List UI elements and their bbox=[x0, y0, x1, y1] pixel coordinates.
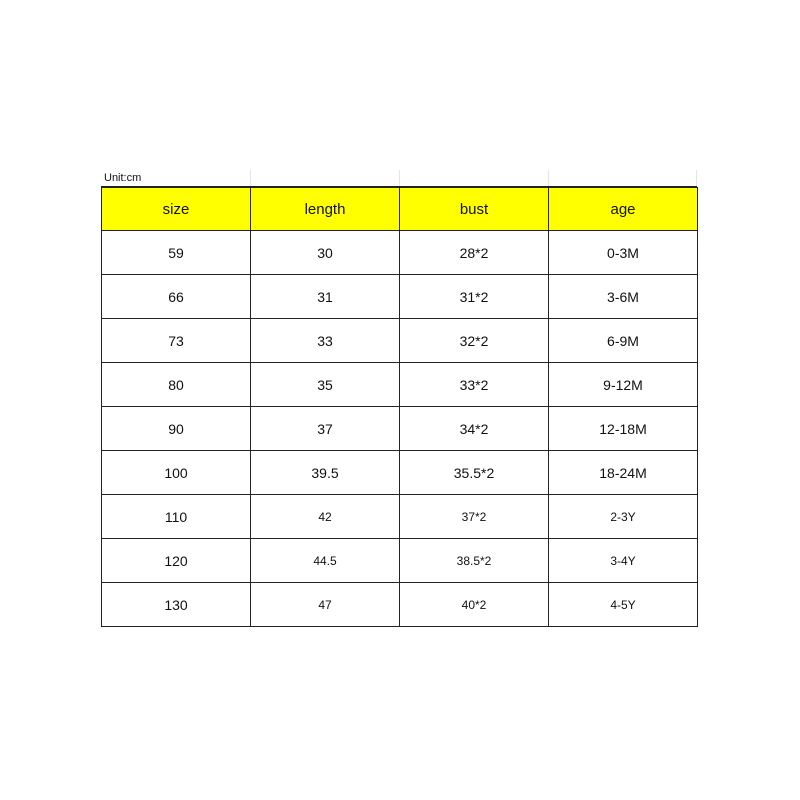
cell-size: 100 bbox=[102, 451, 251, 495]
header-cell-length: length bbox=[251, 188, 400, 231]
cell-bust: 31*2 bbox=[400, 275, 549, 319]
size-table bbox=[101, 187, 698, 627]
table-row bbox=[102, 319, 698, 363]
header-cell-bust: bust bbox=[400, 188, 549, 231]
table-row bbox=[102, 231, 698, 275]
cell-length: 44.5 bbox=[251, 539, 400, 583]
cell-size: 66 bbox=[102, 275, 251, 319]
cell-bust: 32*2 bbox=[400, 319, 549, 363]
cell-bust: 28*2 bbox=[400, 231, 549, 275]
cell-bust: 35.5*2 bbox=[400, 451, 549, 495]
cell-bust: 33*2 bbox=[400, 363, 549, 407]
cell-size: 73 bbox=[102, 319, 251, 363]
cell-size: 110 bbox=[102, 495, 251, 539]
cell-age: 3-6M bbox=[549, 275, 698, 319]
cell-age: 0-3M bbox=[549, 231, 698, 275]
sheet-gridline bbox=[399, 170, 400, 186]
cell-size: 130 bbox=[102, 583, 251, 627]
table-row bbox=[102, 539, 698, 583]
table-row bbox=[102, 363, 698, 407]
cell-bust: 40*2 bbox=[400, 583, 549, 627]
sheet-gridline bbox=[250, 170, 251, 186]
table-row bbox=[102, 407, 698, 451]
cell-age: 12-18M bbox=[549, 407, 698, 451]
cell-length: 37 bbox=[251, 407, 400, 451]
cell-age: 18-24M bbox=[549, 451, 698, 495]
cell-bust: 38.5*2 bbox=[400, 539, 549, 583]
cell-length: 35 bbox=[251, 363, 400, 407]
cell-length: 33 bbox=[251, 319, 400, 363]
cell-bust: 34*2 bbox=[400, 407, 549, 451]
cell-length: 47 bbox=[251, 583, 400, 627]
table-row bbox=[102, 451, 698, 495]
cell-age: 2-3Y bbox=[549, 495, 698, 539]
unit-label: Unit:cm bbox=[104, 172, 142, 184]
header-cell-age: age bbox=[549, 188, 698, 231]
size-chart-sheet bbox=[101, 170, 697, 627]
cell-size: 90 bbox=[102, 407, 251, 451]
cell-size: 59 bbox=[102, 231, 251, 275]
table-row bbox=[102, 583, 698, 627]
cell-age: 3-4Y bbox=[549, 539, 698, 583]
cell-size: 80 bbox=[102, 363, 251, 407]
sheet-gridline bbox=[548, 170, 549, 186]
header-cell-size: size bbox=[102, 188, 251, 231]
cell-length: 31 bbox=[251, 275, 400, 319]
cell-bust: 37*2 bbox=[400, 495, 549, 539]
cell-age: 9-12M bbox=[549, 363, 698, 407]
cell-age: 4-5Y bbox=[549, 583, 698, 627]
header-row bbox=[102, 188, 698, 231]
table-row bbox=[102, 275, 698, 319]
cell-length: 30 bbox=[251, 231, 400, 275]
cell-age: 6-9M bbox=[549, 319, 698, 363]
table-row bbox=[102, 495, 698, 539]
unit-row bbox=[101, 170, 697, 187]
cell-length: 39.5 bbox=[251, 451, 400, 495]
sheet-gridline bbox=[696, 170, 697, 186]
cell-length: 42 bbox=[251, 495, 400, 539]
cell-size: 120 bbox=[102, 539, 251, 583]
